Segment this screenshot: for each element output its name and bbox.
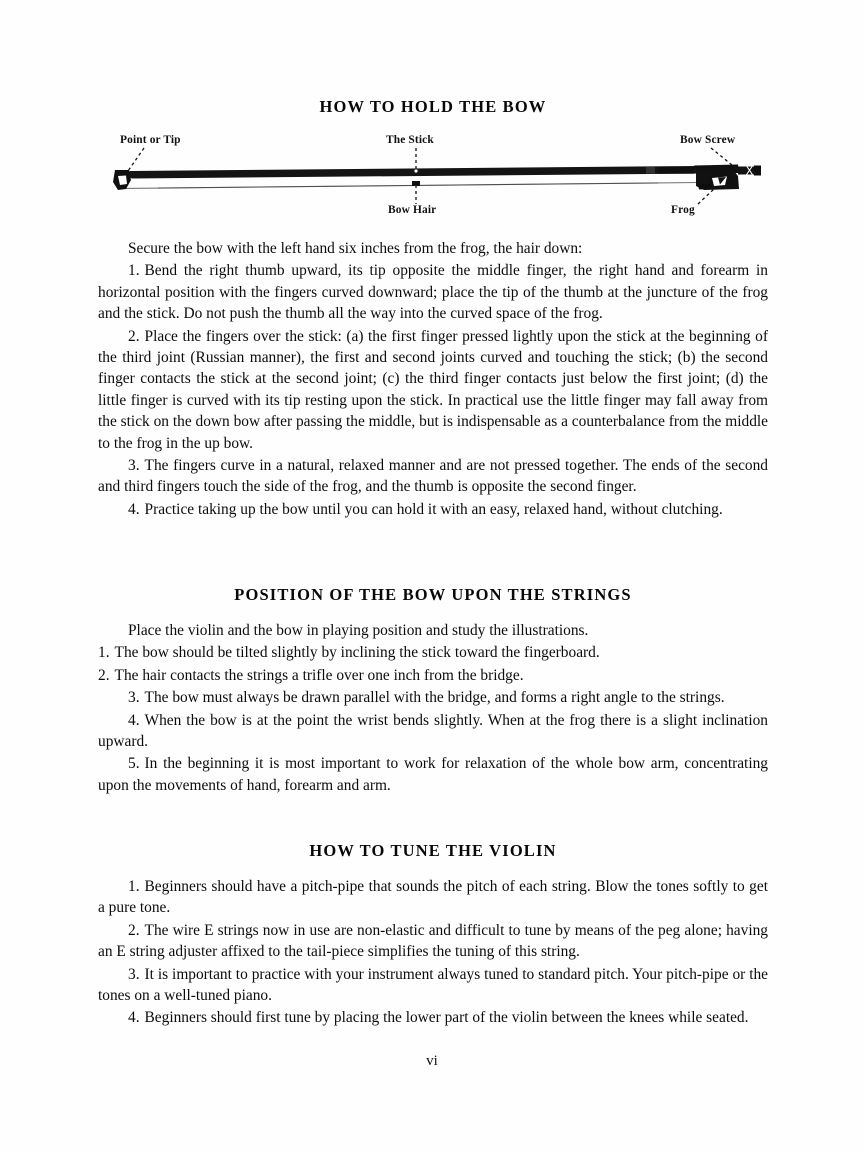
figure-label-the-stick: The Stick (386, 134, 434, 146)
list-number: 1. (128, 878, 140, 895)
violin-bow-diagram (98, 132, 768, 220)
figure-label-bow-hair: Bow Hair (388, 204, 437, 216)
paragraph-position-4 (98, 710, 768, 753)
leader-frog (698, 188, 715, 204)
bow-tip-head (113, 170, 131, 190)
list-text: Beginners should have a pitch-pipe that sounds the pitch of each string. Blow the tones softly to get a pure tone. (98, 878, 768, 917)
list-number: 4. (128, 1009, 140, 1027)
list-number: 3. (128, 457, 140, 475)
list-text: Bend the right thumb upward, its tip opposite the middle finger, the right hand and forearm in horizontal position with the fingers curved downward; place the tip of the thumb at the juncture of the frog and the stick. Do not push the thumb all the way into the curved space of the frog. (98, 262, 768, 323)
paragraph-tune-1 (98, 876, 768, 919)
page-number: vi (426, 1053, 438, 1069)
paragraph-hold-3 (98, 455, 768, 498)
list-number: 2. (128, 921, 140, 939)
paragraph-position-5 (98, 753, 768, 796)
list-number: 2. (98, 666, 110, 684)
paragraph-place-the-violin: Place the violin and the bow in playing position and study the illustrations. (128, 622, 589, 639)
list-text: The bow should be tilted slightly by inclining the stick toward the fingerboard. (114, 644, 600, 662)
figure-label-frog: Frog (671, 204, 695, 216)
list-text: Place the fingers over the stick: (a) the first finger pressed lightly upon the stick at the beginning of the third joint (Russian manner), the first and second joints curved and touching the stick; (b) the second finger contacts the stick at the second joint; (c) the third finger contacts just below the first joint; (d) the little finger is curved with its tip resting upon the stick. In practical use the little finger may fall away from the stick on the down bow after passing the middle, but is indispensable as a counterbalance from the middle to the frog in the up bow. (98, 327, 768, 452)
paragraph-tune-2 (98, 920, 768, 963)
list-number: 1. (128, 262, 140, 280)
list-text: Beginners should first tune by placing the lower part of the violin between the knees while seated. (144, 1009, 749, 1027)
list-number: 3. (128, 689, 140, 707)
paragraph-position-2 (98, 665, 768, 686)
list-text: The wire E strings now in use are non-elastic and difficult to tune by means of the peg alone; having an E string adjuster affixed to the tail-piece simplifies the tuning of this string. (98, 921, 768, 961)
list-number: 3. (128, 965, 140, 983)
list-number: 4. (128, 500, 140, 518)
section-heading-how-to-tune-the-violin: HOW TO TUNE THE VIOLIN (309, 841, 557, 860)
paragraph-hold-1 (98, 260, 768, 324)
list-number: 5. (128, 755, 140, 773)
figure-label-bow-screw: Bow Screw (680, 134, 736, 146)
bow-screw-button (738, 165, 761, 176)
paragraph-position-1 (98, 642, 768, 663)
list-text: The bow must always be drawn parallel with the bridge, and forms a right angle to the strings. (144, 689, 725, 707)
list-text: It is important to practice with your instrument always tuned to standard pitch. Your pitch-pipe or the tones on a well-tuned piano. (98, 965, 768, 1005)
paragraph-hold-2 (98, 326, 768, 454)
list-number: 1. (98, 644, 110, 662)
paragraph-tune-4 (98, 1007, 768, 1028)
paragraph-secure-the-bow: Secure the bow with the left hand six inches from the frog, the hair down: (128, 240, 583, 257)
list-text: The hair contacts the strings a trifle over one inch from the bridge. (114, 666, 524, 684)
section-heading-position-of-the-bow: POSITION OF THE BOW UPON THE STRINGS (234, 585, 632, 604)
list-text: The fingers curve in a natural, relaxed manner and are not pressed together. The ends of the second and third fingers touch the side of the frog, and the thumb is opposite the second finger. (98, 457, 768, 496)
list-number: 4. (128, 711, 140, 729)
figure-label-point-or-tip: Point or Tip (120, 134, 181, 146)
paragraph-hold-4 (98, 499, 768, 520)
list-text: Practice taking up the bow until you can hold it with an easy, relaxed hand, without clutching. (144, 500, 723, 518)
bow-frog-group (696, 171, 739, 190)
paragraph-position-3 (98, 687, 768, 708)
list-text: In the beginning it is most important to work for relaxation of the whole bow arm, concentrating upon the movements of hand, forearm and arm. (98, 755, 768, 794)
list-number: 2. (128, 327, 140, 345)
list-text: When the bow is at the point the wrist bends slightly. When at the frog there is a slight inclination upward. (98, 711, 768, 751)
bow-hair-group (120, 183, 698, 189)
section-heading-how-to-hold-the-bow: HOW TO HOLD THE BOW (319, 97, 547, 116)
leader-point-or-tip (128, 148, 144, 171)
paragraph-tune-3 (98, 964, 768, 1007)
bow-winding-group (646, 167, 694, 174)
